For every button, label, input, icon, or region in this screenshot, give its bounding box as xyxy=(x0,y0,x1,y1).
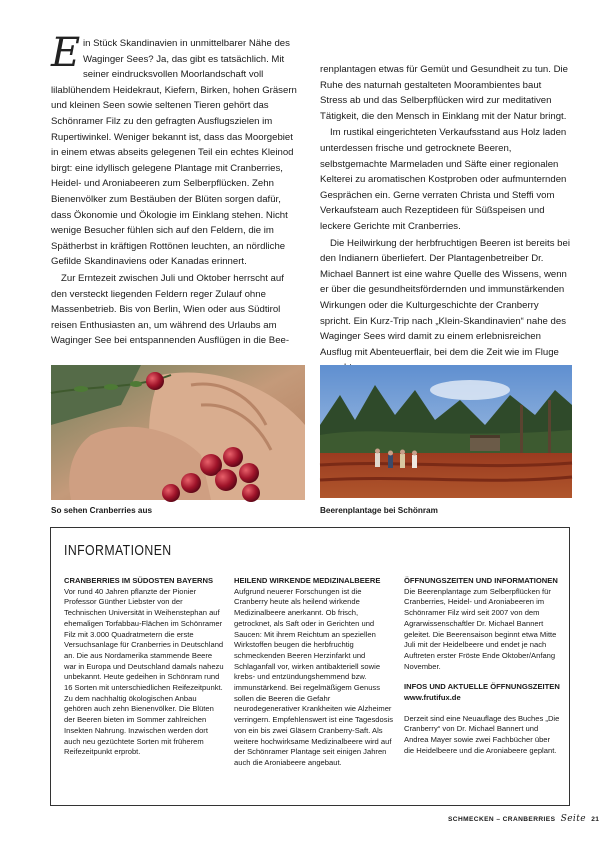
info-column-medicinal xyxy=(234,576,394,769)
page-footer xyxy=(448,814,599,824)
cranberries-illustration xyxy=(51,365,305,500)
page-number: 21 xyxy=(591,816,599,823)
article-paragraph: renplantagen etwas für Gemüt und Gesundheit zu tun. Die Ruhe des naturnah gestalteten Moorambientes baut Stress ab und das Selberpflücken wird zur meditativen Tätigkeit, die den Mensch in Einklang mit der Natur bringt. xyxy=(320,64,568,122)
article-paragraph: Ein Stück Skandinavien in unmittelbarer Nähe des Waginger Sees? Ja, das gibt es tatsächlich. Mit seiner eindrucksvollen Moorlandschaft voll lilablühendem Heidekraut, Kiefern, Birken, hohen Gräsern und kleinen Seen sowie seltenen Tieren gehört das Schönramer Filz zu den gefragten Ausflugszielen im Rupertiwinkel. Weniger bekannt ist, dass das Moorgebiet in einem etwas abseits gelegenen Teil ein echtes Kleinod birgt: eine idyllisch gelegene Plantage mit Cranberries, Heidel- und Aroniabeeren zum Selberpflücken. Zehn Bienenvölker zum Bestäuben der Blüten sorgen dafür, dass Ökonomie und Ökologie im Einklang stehen. Nicht wenige Besucher fühlen sich auf den Feldern, die im Spätherbst in kräftigen Rottönen leuchten, an nördliche Gefilde Skandinaviens oder Kanadas erinnert. xyxy=(51,30,297,268)
info-text: Die Beerenplantage zum Selberpflücken für Cranberries, Heidel- und Aroniabeeren im Schönramer Filz wird seit 2007 von dem Agrarwissenschaftler Dr. Michael Bannert geleitet. Die Beerensaison beginnt etwa Mitte Juli mit der Heidelbeere und endet je nach Auftreten erster Fröste Ende Oktober/Anfang November. xyxy=(404,586,557,671)
footer-page-label: Seite xyxy=(560,814,586,824)
info-heading: CRANBERRIES IM SÜDOSTEN BAYERNS xyxy=(64,576,214,585)
cranberries-photo xyxy=(51,365,305,500)
article-right-column xyxy=(320,62,570,377)
photo-caption-left: So sehen Cranberries aus xyxy=(51,506,153,515)
information-title: INFORMATIONEN xyxy=(64,542,172,559)
info-text: Vor rund 40 Jahren pflanzte der Pionier Professor Günther Liebster von der Technischen Universität in Weihenstephan auf ehemaligen Torfabbau-Flächen im Schönramer Filz mit 3.000 Quadratmetern die erste Versuchsanlage für Cranberries in Deutschland an. Die aus Nordamerika stammende Beere war in Europa und Deutschland damals nahezu unbekannt. Heute gedeihen in Schönram rund 16 Sorten mit unterschiedlichen Reifezeitpunkt. Zu dem nachhaltig ökologischen Anbau gehören auch zehn Bienenvölker. Die Blüten der Beeren bieten im Sommer zahlreichen Insekten Nahrung. Inzwischen werden dort auch neu gezüchtete Sorten mit früherem Reifezeitpunkt erprobt. xyxy=(64,586,224,757)
article-paragraph: Im rustikal eingerichteten Verkaufsstand aus Holz laden unterdessen frische und getrocknete Beeren, selbstgemachte Marmeladen und Säfte einer regionalen Kelterei zu aromatischen Kostproben oder aufmunternden Gesprächen ein. Gerne verraten Christa und Steffi vom Verkaufsteam auch Rezeptideen für Süßspeisen und leckere Gerichte mit Cranberries. xyxy=(320,127,567,232)
plantation-photo xyxy=(320,365,572,498)
information-box xyxy=(50,527,570,806)
drop-cap: E xyxy=(51,30,81,76)
plantation-illustration xyxy=(320,365,572,498)
info-text: Aufgrund neuerer Forschungen ist die Cranberry heute als heilend wirkende Medizinalbeere anerkannt. Ob frisch, getrocknet, als Saft oder in Gerichten und Saucen: Mit ihrem Reichtum an speziellen Wirkstoffen beugen die herbfruchtig schmeckenden Beeren Herzinfarkt und Schlaganfall vor, wirken antibakteriell sowie krebs- und entzündungshemmend bzw. immunstärkend. Bei regelmäßigem Genuss sollen die Beeren die Gefahr neurodegenerativer Krankheiten wie Alzheimer verringern. Empfehlenswert ist eine Tagesdosis von ein bis zwei Gläsern Cranberry-Saft. Als weitere hochwirksame Medizinalbeere wird auf der Schönramer Plantage seit einigen Jahren auch die Aroniabeere angebaut. xyxy=(234,586,393,767)
footer-section: SCHMECKEN – CRANBERRIES xyxy=(448,816,556,823)
info-heading: INFOS UND AKTUELLE ÖFFNUNGSZEITEN xyxy=(404,682,560,692)
info-heading: ÖFFNUNGSZEITEN UND INFORMATIONEN xyxy=(404,576,558,585)
info-heading: HEILEND WIRKENDE MEDIZINALBEERE xyxy=(234,576,381,585)
website-link[interactable]: www.frutifux.de xyxy=(404,693,461,703)
article-paragraph: Die Heilwirkung der herbfruchtigen Beeren ist bereits bei den Indianern überliefert. Der Plantagenbetreiber Dr. Michael Bannert ist eine wahre Quelle des Wissens, wenn er über die gesundheitsfördernden und immunstärkenden Wirkungen oder die Kulturgeschichte der Cranberry spricht. Ein Kurz-Trip nach „Klein-Skandinavien“ nahe des Waginger Sees wird damit zu einem erlebnisreichen Ausflug mit Abenteuerflair, bei dem die Zeit wie im Fluge xyxy=(320,237,570,358)
article-paragraph: Zur Erntezeit zwischen Juli und Oktober herrscht auf den versteckt liegenden Feldern reger Zulauf ohne Massenbetrieb. Bis von Berlin, Wien oder aus Südtirol reisen Enthusiasten an, um während des Urlaubs am Waginger See bei entspannenden Ausflügen in die Bee- xyxy=(51,272,290,347)
article-left-column xyxy=(51,30,299,350)
info-column-cranberries xyxy=(64,576,224,758)
info-text: Derzeit sind eine Neuauflage des Buches „Die Cranberry“ von Dr. Michael Bannert und Andrea Mayer sowie zwei Fachbücher über die Heidelbeere und die Aroniabeere geplant. xyxy=(404,713,560,755)
info-column-opening-hours xyxy=(404,576,561,757)
photo-caption-right: Beerenplantage bei Schönram xyxy=(320,506,438,515)
